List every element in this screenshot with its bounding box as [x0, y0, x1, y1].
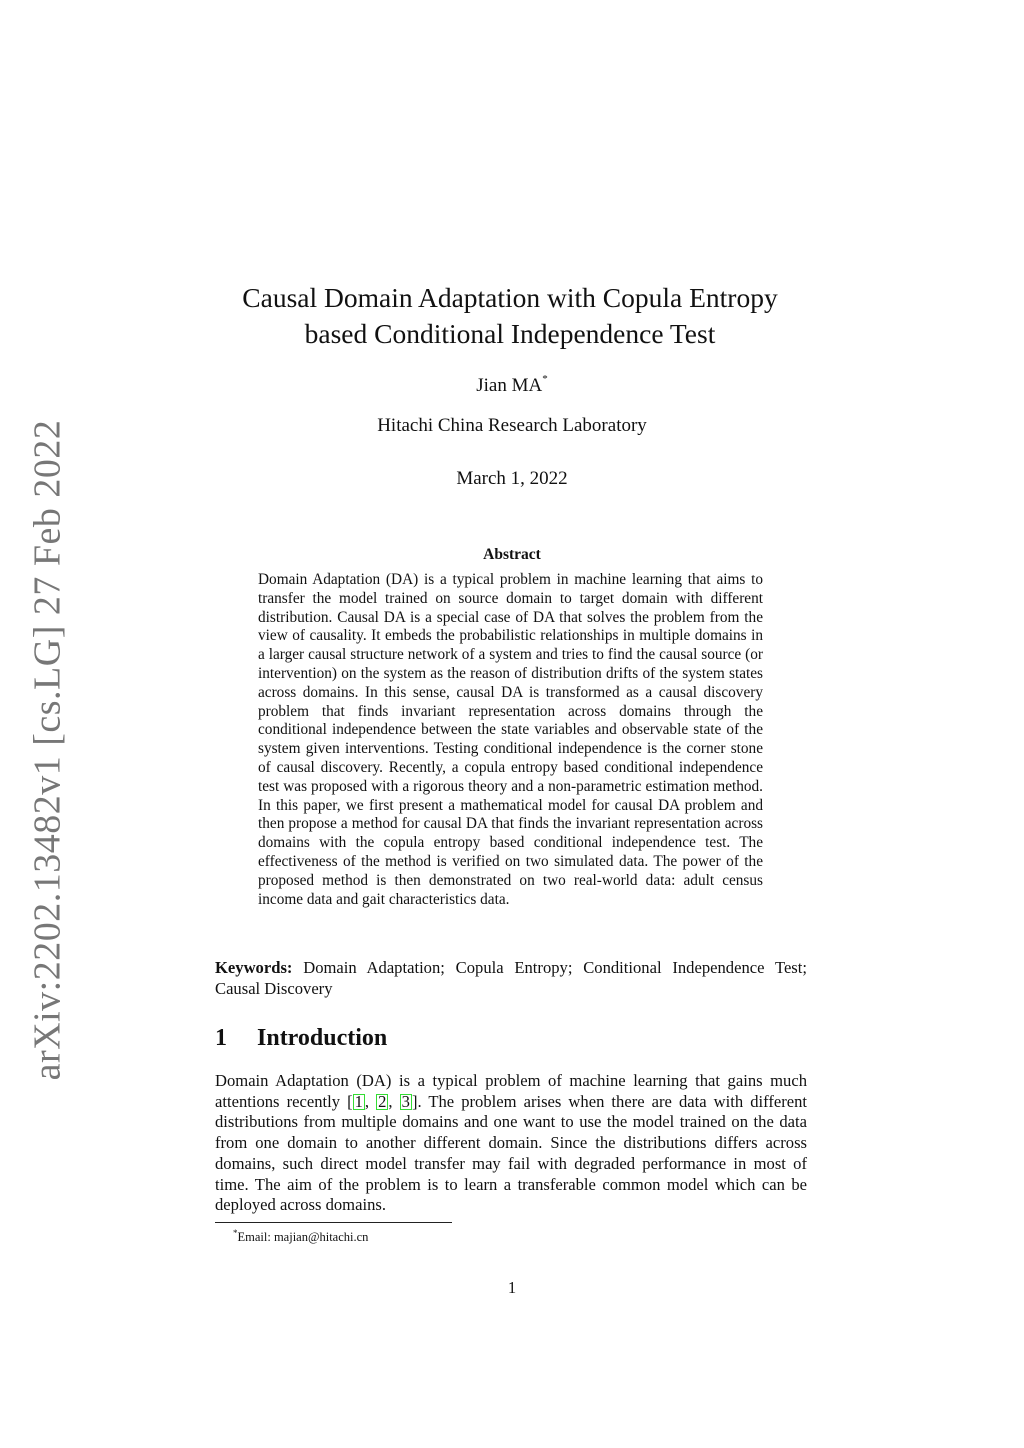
paper-title-line-1: Causal Domain Adaptation with Copula Entropy: [242, 282, 778, 313]
citation-link-1[interactable]: 1: [354, 1091, 363, 1111]
section-heading-introduction: [215, 1025, 387, 1052]
abstract-heading: Abstract: [483, 546, 541, 563]
introduction-paragraph: [215, 1071, 807, 1216]
abstract-body: Domain Adaptation (DA) is a typical problem in machine learning that aims to transfer the model trained on source domain to target domain with different distribution. Causal DA is a special case of DA that solves the problem from the view of causality. It embeds the probabilistic relationships in multiple domains in a larger causal structure network of a system and tries to find the causal source (or intervention) on the system as the reason of distribution drifts of the system states across domains. In this sense, causal DA is transformed as a causal discovery problem that finds invariant representation across domains through the conditional independence between the state variables and observable state of the system given interventions. Testing conditional independence is the corner stone of causal discovery. Recently, a copula entropy based conditional independence test was proposed with a rigorous theory and a non-parametric estimation method. In this paper, we first present a mathematical model for causal DA problem and then propose a method for causal DA that finds the invariant representation across domains with the copula entropy based conditional independence test. The effectiveness of the method is verified on two simulated data. The power of the proposed method is then demonstrated on two real-world data: adult census income data and gait characteristics data.: [258, 571, 763, 908]
keywords-label: Keywords:: [215, 958, 293, 977]
citation-close-bracket: ]: [411, 1091, 418, 1111]
section-title: Introduction: [257, 1025, 388, 1051]
author-line: [0, 373, 1024, 397]
keywords-text: Domain Adaptation; Copula Entropy; Conditional Independence Test; Causal Discovery: [215, 958, 807, 998]
footnote: [233, 1228, 368, 1245]
paper-title-line-2: based Conditional Independence Test: [304, 318, 716, 349]
citation-link-2[interactable]: 2: [378, 1091, 387, 1111]
keywords: [215, 957, 807, 999]
arxiv-identifier-text: arXiv:2202.13482v1 [cs.LG] 27 Feb 2022: [26, 419, 69, 1081]
author-footnote-mark: *: [542, 373, 548, 385]
intro-text-part-1: Domain Adaptation (DA) is a typical problem of machine learning that gains much attentions recently: [215, 1071, 807, 1111]
section-number: 1: [215, 1025, 227, 1051]
intro-text-part-2: . The problem arises when there are data with different distributions from multiple domains and one want to use the model trained on the data from one domain to another different domain. Since the distributions differs across domains, such direct model transfer may fail with degraded performance in most of time. The aim of the problem is to learn a transferable common model which can be deployed across domains.: [215, 1091, 808, 1215]
footnote-mark: *: [233, 1228, 238, 1238]
affiliation: Hitachi China Research Laboratory: [377, 415, 647, 436]
paper-title: [150, 280, 870, 352]
publication-date: March 1, 2022: [456, 468, 568, 489]
arxiv-identifier-stamp: [12, 419, 82, 1081]
footnote-divider: [215, 1222, 452, 1223]
author-name: Jian MA: [476, 375, 543, 396]
page-number: 1: [507, 1278, 517, 1297]
citation-open-bracket: [: [347, 1091, 353, 1111]
citation-link-3[interactable]: 3: [401, 1091, 410, 1111]
footnote-email: Email: majian@hitachi.cn: [237, 1230, 369, 1244]
citation-separator-2: ,: [388, 1091, 400, 1111]
citation-separator-1: ,: [364, 1091, 377, 1111]
